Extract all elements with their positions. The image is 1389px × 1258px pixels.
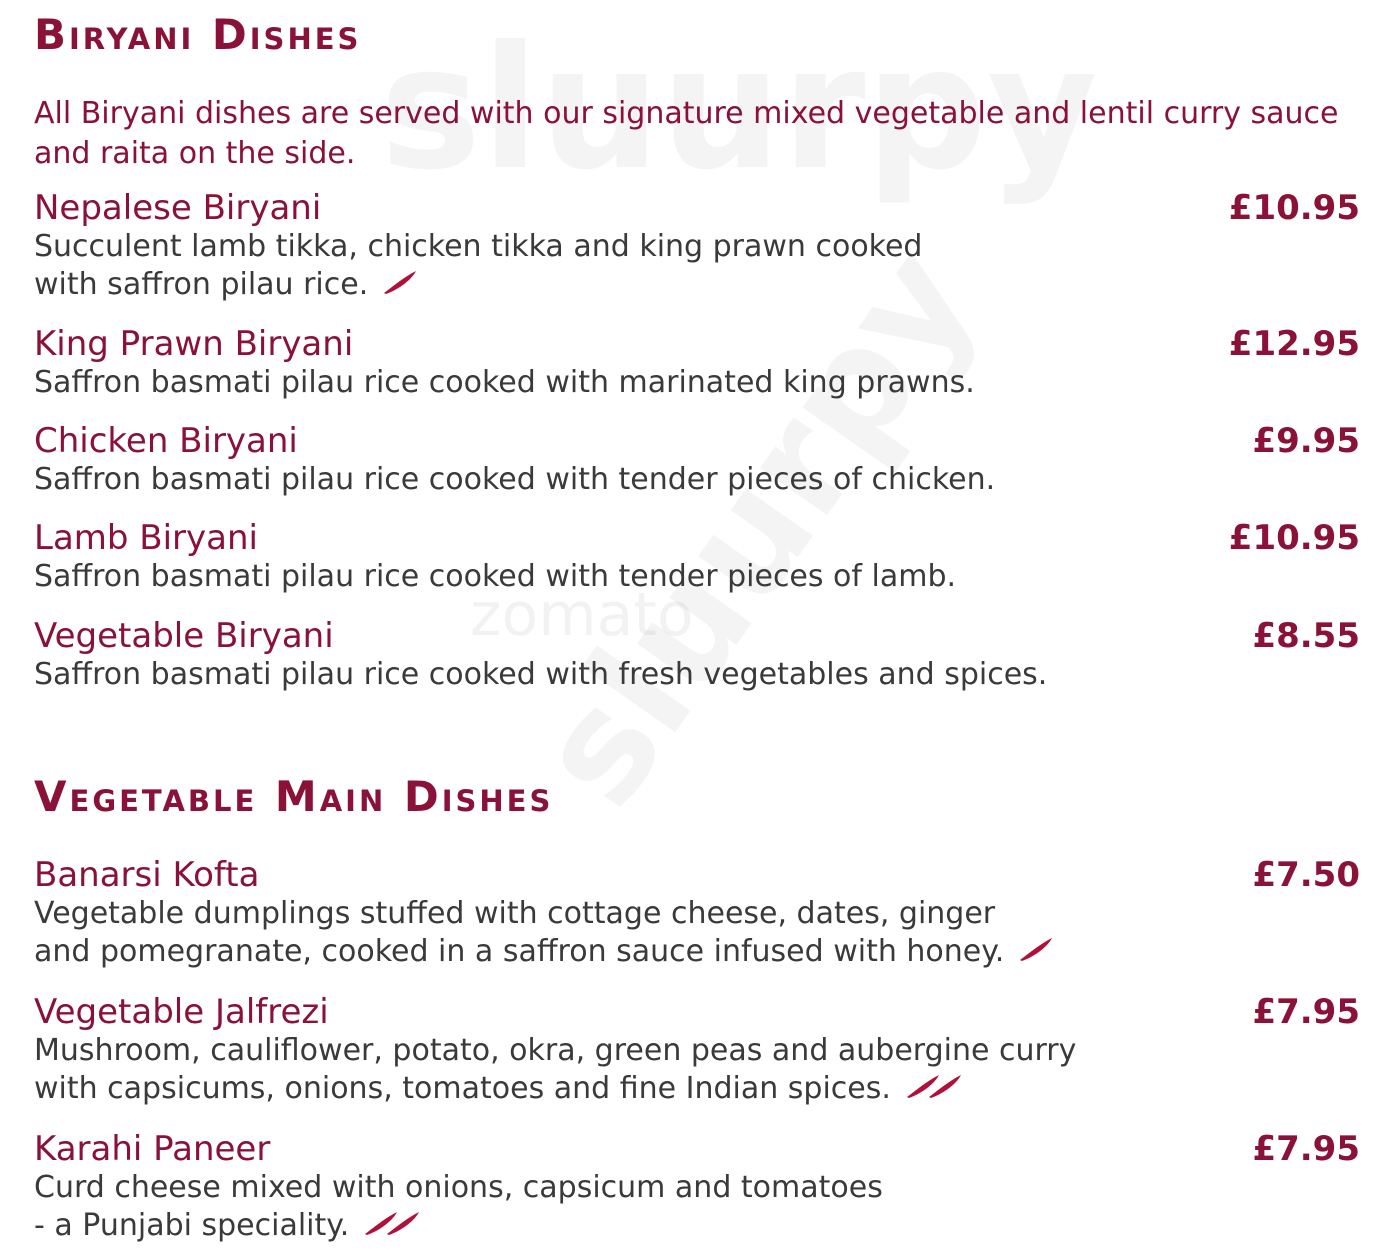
- item-description: [34, 1169, 1360, 1246]
- description-line: Saffron basmati pilau rice cooked with marinated king prawns.: [34, 365, 975, 400]
- chili-pepper-icon: [1018, 934, 1054, 972]
- description-line: [34, 933, 1360, 972]
- description-line: Saffron basmati pilau rice cooked with tender pieces of lamb.: [34, 559, 957, 594]
- item-price: £8.55: [1252, 616, 1360, 656]
- item-price: £7.95: [1252, 1129, 1360, 1169]
- menu-item: [34, 324, 1360, 402]
- item-description: [34, 1032, 1360, 1109]
- item-name: Vegetable Jalfrezi: [34, 992, 329, 1032]
- section-intro: All Biryani dishes are served with our signature mixed vegetable and lentil curry sauce and raita on the side.: [34, 96, 1339, 171]
- description-text: with capsicums, onions, tomatoes and fine Indian spices.: [34, 1071, 891, 1106]
- menu-item: [34, 616, 1360, 694]
- section-title: Biryani Dishes: [34, 10, 362, 59]
- item-price: £10.95: [1228, 188, 1360, 228]
- item-name: Chicken Biryani: [34, 421, 298, 461]
- description-text: with saffron pilau rice.: [34, 267, 369, 302]
- description-text: - a Punjabi speciality.: [34, 1208, 350, 1243]
- item-price: £10.95: [1228, 518, 1360, 558]
- description-line: Mushroom, cauliflower, potato, okra, green peas and aubergine curry: [34, 1033, 1077, 1068]
- item-description: [34, 656, 1360, 694]
- description-line: Succulent lamb tikka, chicken tikka and king prawn cooked: [34, 229, 923, 264]
- description-line: [34, 1070, 1360, 1109]
- description-line: [34, 1207, 1360, 1246]
- item-description: [34, 895, 1360, 972]
- item-name: Karahi Paneer: [34, 1129, 271, 1169]
- description-line: Saffron basmati pilau rice cooked with tender pieces of chicken.: [34, 462, 996, 497]
- description-line: Vegetable dumplings stuffed with cottage cheese, dates, ginger: [34, 896, 996, 931]
- section-title: Vegetable Main Dishes: [34, 772, 554, 821]
- menu-item: [34, 855, 1360, 972]
- item-description: [34, 364, 1360, 402]
- item-name: Nepalese Biryani: [34, 188, 322, 228]
- watermark: zomato: [470, 580, 694, 650]
- chili-pepper-icon: [382, 267, 418, 305]
- menu-item: [34, 421, 1360, 499]
- item-name: King Prawn Biryani: [34, 324, 354, 364]
- description-text: and pomegranate, cooked in a saffron sauce infused with honey.: [34, 934, 1005, 969]
- description-line: [34, 266, 1360, 305]
- item-description: [34, 228, 1360, 305]
- item-price: £7.95: [1252, 992, 1360, 1032]
- item-description: [34, 461, 1360, 499]
- description-line: Saffron basmati pilau rice cooked with fresh vegetables and spices.: [34, 657, 1048, 692]
- item-price: £7.50: [1252, 855, 1360, 895]
- menu-item: [34, 188, 1360, 305]
- menu-item: [34, 992, 1360, 1109]
- chili-pepper-icon: [363, 1208, 423, 1246]
- item-name: Lamb Biryani: [34, 518, 258, 558]
- menu-item: [34, 1129, 1360, 1246]
- menu-item: [34, 518, 1360, 596]
- item-price: £12.95: [1228, 324, 1360, 364]
- item-description: [34, 558, 1360, 596]
- item-name: Banarsi Kofta: [34, 855, 260, 895]
- item-price: £9.95: [1252, 421, 1360, 461]
- chili-pepper-icon: [905, 1071, 965, 1109]
- item-name: Vegetable Biryani: [34, 616, 334, 656]
- description-line: Curd cheese mixed with onions, capsicum and tomatoes: [34, 1170, 883, 1205]
